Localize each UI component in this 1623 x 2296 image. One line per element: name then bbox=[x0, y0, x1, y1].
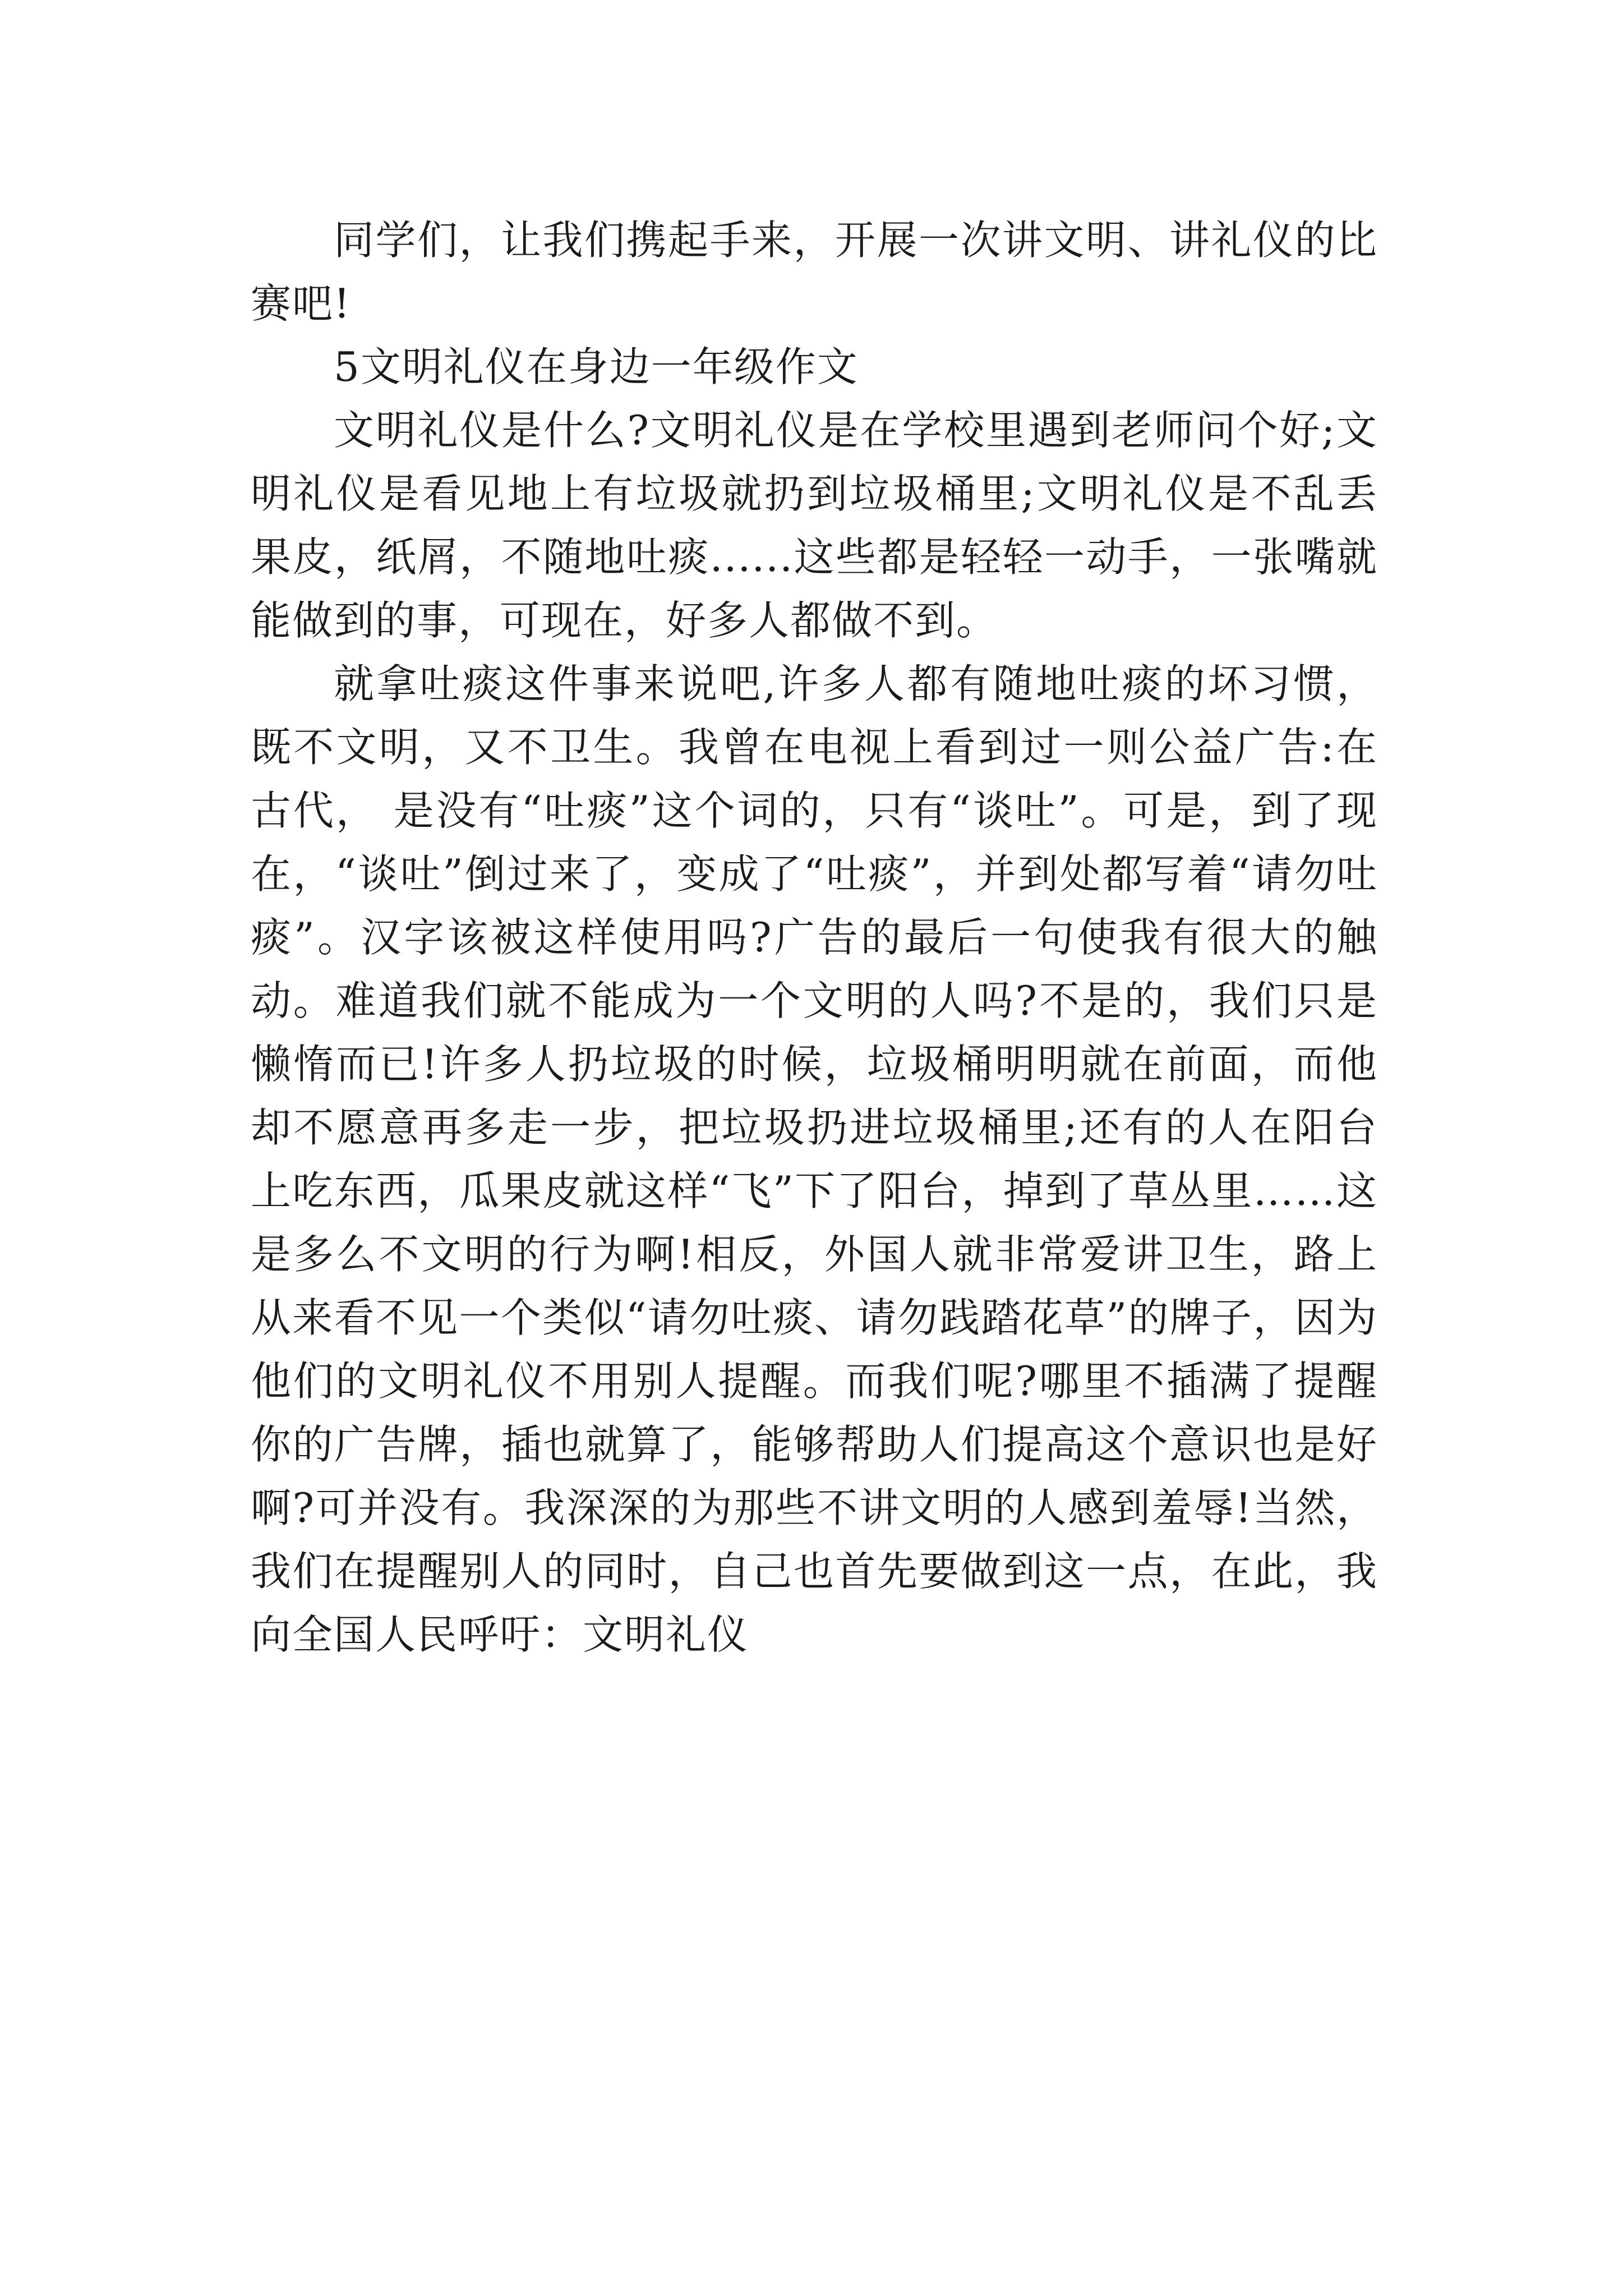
paragraph-closing-appeal: 同学们，让我们携起手来，开展一次讲文明、讲礼仪的比赛吧! bbox=[251, 217, 1378, 327]
paragraph-spitting-example: 就拿吐痰这件事来说吧,许多人都有随地吐痰的坏习惯，既不文明，又不卫生。我曾在电视上看到过一则公益广告:在古代， 是没有“吐痰”这个词的，只有“谈吐”。可是，到了现在，“谈吐”倒过来了，变成了“吐痰”，并到处都写着“请勿吐痰”。汉字该被这样使用吗?广告的最后一句使我有很大的触动。难道我们就不能成为一个文明的人吗?不是的，我们只是懒惰而已!许多人扔垃圾的时候，垃圾桶明明就在前面，而他却不愿意再多走一步，把垃圾扔进垃圾桶里;还有的人在阳台上吃东西，瓜果皮就这样“飞”下了阳台，掉到了草丛里……这是多么不文明的行为啊!相反，外国人就非常爱讲卫生，路上从来看不见一个类似“请勿吐痰、请勿践踏花草”的牌子，因为他们的文明礼仪不用别人提醒。而我们呢?哪里不插满了提醒你的广告牌，插也就算了，能够帮助人们提高这个意识也是好啊?可并没有。我深深的为那些不讲文明的人感到羞辱!当然，我们在提醒别人的同时，自己也首先要做到这一点，在此，我向全国人民呼吁：文明礼仪 bbox=[251, 660, 1378, 1658]
document-body bbox=[251, 209, 1378, 1667]
essay-title: 5文明礼仪在身边一年级作文 bbox=[334, 343, 859, 390]
paragraph-what-is-etiquette: 文明礼仪是什么?文明礼仪是在学校里遇到老师问个好;文明礼仪是看见地上有垃圾就扔到垃圾桶里;文明礼仪是不乱丢果皮，纸屑，不随地吐痰......这些都是轻轻一动手，一张嘴就能做到的事，可现在，好多人都做不到。 bbox=[251, 407, 1378, 644]
